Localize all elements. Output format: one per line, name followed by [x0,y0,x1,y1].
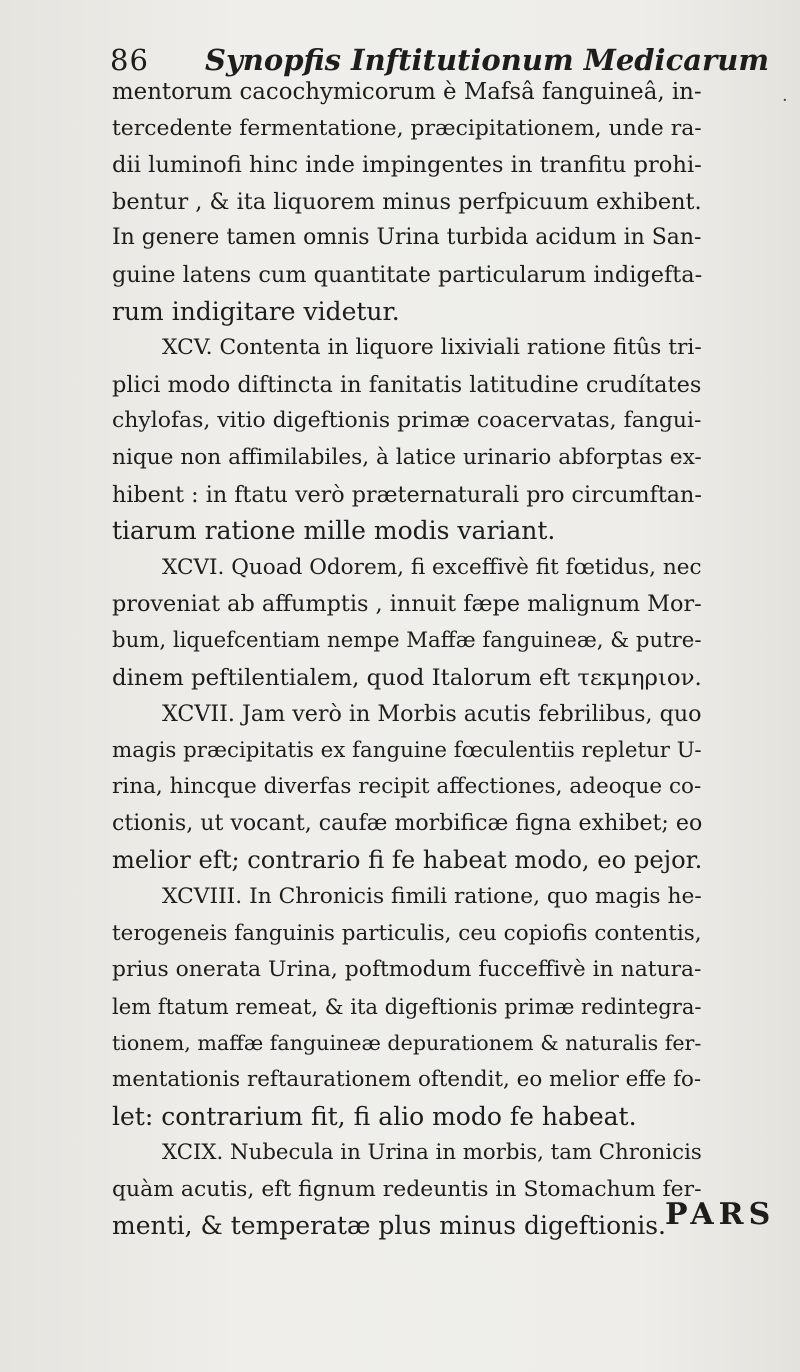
paragraph-xcix-start: XCIX. Nubecula in Urina in morbis, tam Chronicis [162,1140,702,1166]
text-line: terogeneis fanguinis particulis, ceu copiofis contentis, [112,920,702,946]
text-line: tercedente fermentatione, præcipitationem, unde ra- [112,115,702,141]
paragraph-xcvi-start: XCVI. Quoad Odorem, fi exceffivè fit fœtidus, nec [162,554,702,580]
text-line: let: contrarium fit, fi alio modo fe habeat. [112,1101,637,1131]
text-line: lem ftatum remeat, & ita digeftionis primæ redintegra- [112,993,702,1019]
text-line: mentationis reftaurationem oftendit, eo melior effe fo- [112,1067,702,1093]
text-line: guine latens cum quantitate particularum indigefta- [112,261,703,288]
text-line: dii luminofi hinc inde impingentes in tranfitu prohi- [112,152,702,179]
text-line: melior eft; contrario fi fe habeat modo, eo pejor. [112,846,703,875]
text-line: dinem peftilentialem, quod Italorum eft τεκμηριον. [112,664,702,691]
text-line: tiarum ratione mille modis variant. [112,516,556,546]
text-line: menti, & temperatæ plus minus digeftionis. [112,1211,667,1241]
text-line: quàm acutis, eft fignum redeuntis in Stomachum fer- [112,1176,702,1202]
page-number: 86 [110,43,149,77]
text-line: rum indigitare videtur. [112,296,400,326]
paragraph-xcvii-start: XCVII. Jam verò in Morbis acutis febrilibus, quo [162,701,702,728]
text-line: bentur , & ita liquorem minus perfpicuum exhibent. [112,188,702,215]
text-line: bum, liquefcentiam nempe Maffæ fanguineæ, & putre- [112,627,702,653]
text-line: rina, hincque diverfas recipit affectiones, adeoque co- [112,774,702,800]
text-line: proveniat ab affumptis , innuit fæpe malignum Mor- [112,591,702,618]
text-line: prius onerata Urina, poftmodum fucceffivè in natura- [112,957,702,983]
catchword: PARS [665,1197,776,1232]
margin-mark: · [782,90,788,111]
paragraph-xcviii-start: XCVIII. In Chronicis fimili ratione, quo magis he- [162,884,702,910]
text-line: In genere tamen omnis Urina turbida acidum in San- [112,225,702,251]
paragraph-xcv-start: XCV. Contenta in liquore lixiviali ratione fitûs tri- [162,335,702,361]
text-line: plici modo diftincta in fanitatis latitudine crudítates [112,371,702,398]
text-line: tionem, maffæ fanguineæ depurationem & naturalis fer- [112,1031,702,1056]
text-line: chylofas, vitio digeftionis primæ coacervatas, fangui- [112,408,702,434]
running-title: Synopfis Inftitutionum Medicarum [205,43,770,77]
body-text [112,74,702,1245]
text-line: magis præcipitatis ex fanguine fœculentiis repletur U- [112,737,702,763]
text-line: ctionis, ut vocant, caufæ morbificæ figna exhibet; eo [112,810,703,836]
text-line: hibent : in ftatu verò præternaturali pro circumftan- [112,481,702,508]
text-line: mentorum cacochymicorum è Mafsâ fanguineâ, in- [112,79,702,105]
text-line: nique non affimilabiles, à latice urinario abforptas ex- [112,444,702,470]
